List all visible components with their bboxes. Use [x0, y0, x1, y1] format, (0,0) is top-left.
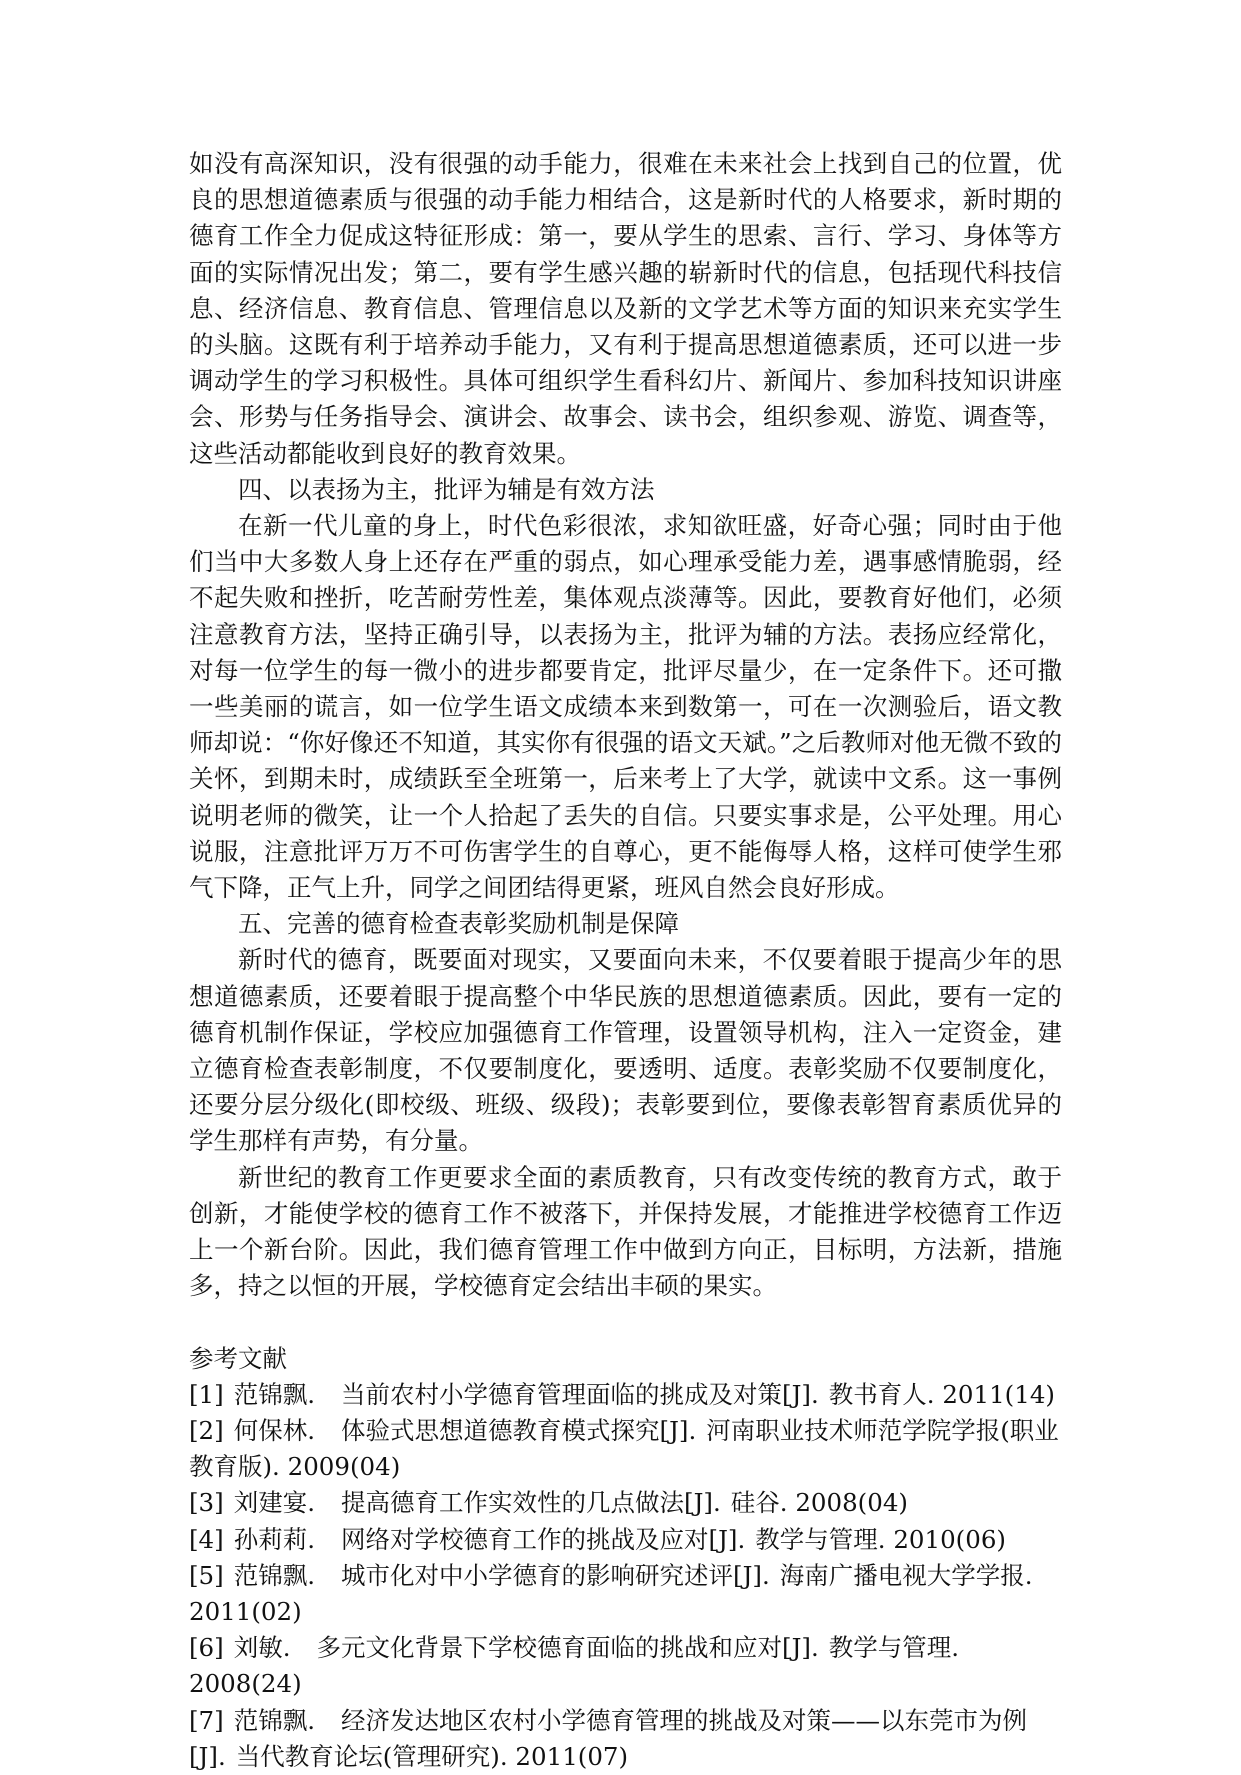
body-paragraph-2: 在新一代儿童的身上，时代色彩很浓，求知欲旺盛，好奇心强；同时由于他们当中大多数人身上还存在严重的弱点，如心理承受能力差，遇事感情脆弱，经不起失败和挫折，吃苦耐劳性差，集体观点淡薄等。因此，要教育好他们，必须注意教育方法，坚持正确引导，以表扬为主，批评为辅的方法。表扬应经常化，对每一位学生的每一微小的进步都要肯定，批评尽量少，在一定条件下。还可撒一些美丽的谎言，如一位学生语文成绩本来到数第一，可在一次测验后，语文教师却说：“你好像还不知道，其实你有很强的语文天斌。”之后教师对他无微不致的关怀，到期未时，成绩跃至全班第一，后来考上了大学，就读中文系。这一事例说明老师的微笑，让一个人拾起了丢失的自信。只要实事求是，公平处理。用心说服，注意批评万万不可伤害学生的自尊心，更不能侮辱人格，这样可使学生邪气下降，正气上升，同学之间团结得更紧，班风自然会良好形成。: [189, 511, 1062, 903]
reference-source: 教学与管理. 2010(06): [755, 1524, 1006, 1554]
references-title: 参考文献: [189, 1343, 287, 1373]
reference-number: [5]: [189, 1560, 224, 1590]
reference-number: [3]: [189, 1488, 224, 1518]
reference-number: [6]: [189, 1633, 224, 1663]
reference-title: 城市化对中小学德育的影响研究述评[J].: [341, 1560, 770, 1590]
reference-title: 体验式思想道德教育模式探究[J].: [341, 1415, 697, 1445]
reference-title: 提高德育工作实效性的几点做法[J].: [341, 1488, 721, 1518]
reference-title: 网络对学校德育工作的挑战及应对[J].: [341, 1524, 746, 1554]
reference-number: [2]: [189, 1415, 224, 1445]
reference-title: 当前农村小学德育管理面临的挑成及对策[J].: [341, 1379, 819, 1409]
body-paragraph-3: 新时代的德育，既要面对现实，又要面向未来，不仅要着眼于提高少年的思想道德素质，还要着眼于提高整个中华民族的思想道德素质。因此，要有一定的德育机制作保证，学校应加强德育工作管理，设置领导机构，注入一定资金，建立德育检查表彰制度，不仅要制度化，要透明、适度。表彰奖励不仅要制度化，还要分层分级化(即校级、班级、级段)；表彰要到位，要像表彰智育素质优异的学生那样有声势，有分量。: [189, 945, 1062, 1156]
reference-author: 刘建宴.: [233, 1488, 316, 1518]
reference-item: [189, 1413, 1062, 1485]
reference-item: [189, 1522, 1062, 1558]
reference-item: [189, 1558, 1062, 1630]
reference-title: 经济发达地区农村小学德育管理的挑战及对策——以东莞市为例[J].: [189, 1705, 1028, 1771]
body-paragraph-4: 新世纪的教育工作更要求全面的素质教育，只有改变传统的教育方式，敢于创新，才能使学校的德育工作不被落下，并保持发展，才能推进学校德育工作迈上一个新台阶。因此，我们德育管理工作中做到方向正，目标明，方法新，措施多，持之以恒的开展，学校德育定会结出丰硕的果实。: [189, 1162, 1062, 1301]
reference-author: 范锦飘.: [233, 1560, 316, 1590]
section-heading-4: 四、以表扬为主，批评为辅是有效方法: [238, 474, 655, 504]
reference-source: 教学与管理. 2008(24): [189, 1633, 960, 1699]
reference-item: [189, 1377, 1062, 1413]
reference-source: 硅谷. 2008(04): [730, 1488, 908, 1518]
reference-item: [189, 1485, 1062, 1521]
reference-author: 范锦飘.: [233, 1705, 316, 1735]
reference-source: 河南职业技术师范学院学报(职业教育版). 2009(04): [189, 1415, 1059, 1482]
reference-number: [4]: [189, 1524, 224, 1554]
reference-number: [1]: [189, 1379, 224, 1409]
reference-title: 多元文化背景下学校德育面临的挑战和应对[J].: [316, 1633, 819, 1663]
body-paragraph-1: 如没有高深知识，没有很强的动手能力，很难在未来社会上找到自己的位置，优良的思想道德素质与很强的动手能力相结合，这是新时代的人格要求，新时期的德育工作全力促成这特征形成：第一，要从学生的思索、言行、学习、身体等方面的实际情况出发；第二，要有学生感兴趣的崭新时代的信息，包括现代科技信息、经济信息、教育信息、管理信息以及新的文学艺术等方面的知识来充实学生的头脑。这既有利于培养动手能力，又有利于提高思想道德素质，还可以进一步调动学生的学习积极性。具体可组织学生看科幻片、新闻片、参加科技知识讲座会、形势与任务指导会、演讲会、故事会、读书会，组织参观、游览、调查等，这些活动都能收到良好的教育效果。: [189, 149, 1062, 468]
reference-author: 刘敏.: [233, 1633, 291, 1663]
reference-author: 范锦飘.: [233, 1379, 316, 1409]
reference-source: 海南广播电视大学学报. 2011(02): [189, 1560, 1033, 1626]
reference-author: 何保林.: [233, 1415, 316, 1445]
reference-author: 孙莉莉.: [233, 1524, 316, 1554]
reference-item: [189, 1630, 1062, 1702]
reference-number: [7]: [189, 1705, 224, 1735]
section-heading-5: 五、完善的德育检查表彰奖励机制是保障: [238, 909, 679, 939]
reference-item: [189, 1703, 1062, 1775]
reference-source: 当代教育论坛(管理研究). 2011(07): [235, 1741, 629, 1771]
document-page: [189, 146, 1062, 1775]
reference-source: 教书育人. 2011(14): [828, 1379, 1055, 1409]
